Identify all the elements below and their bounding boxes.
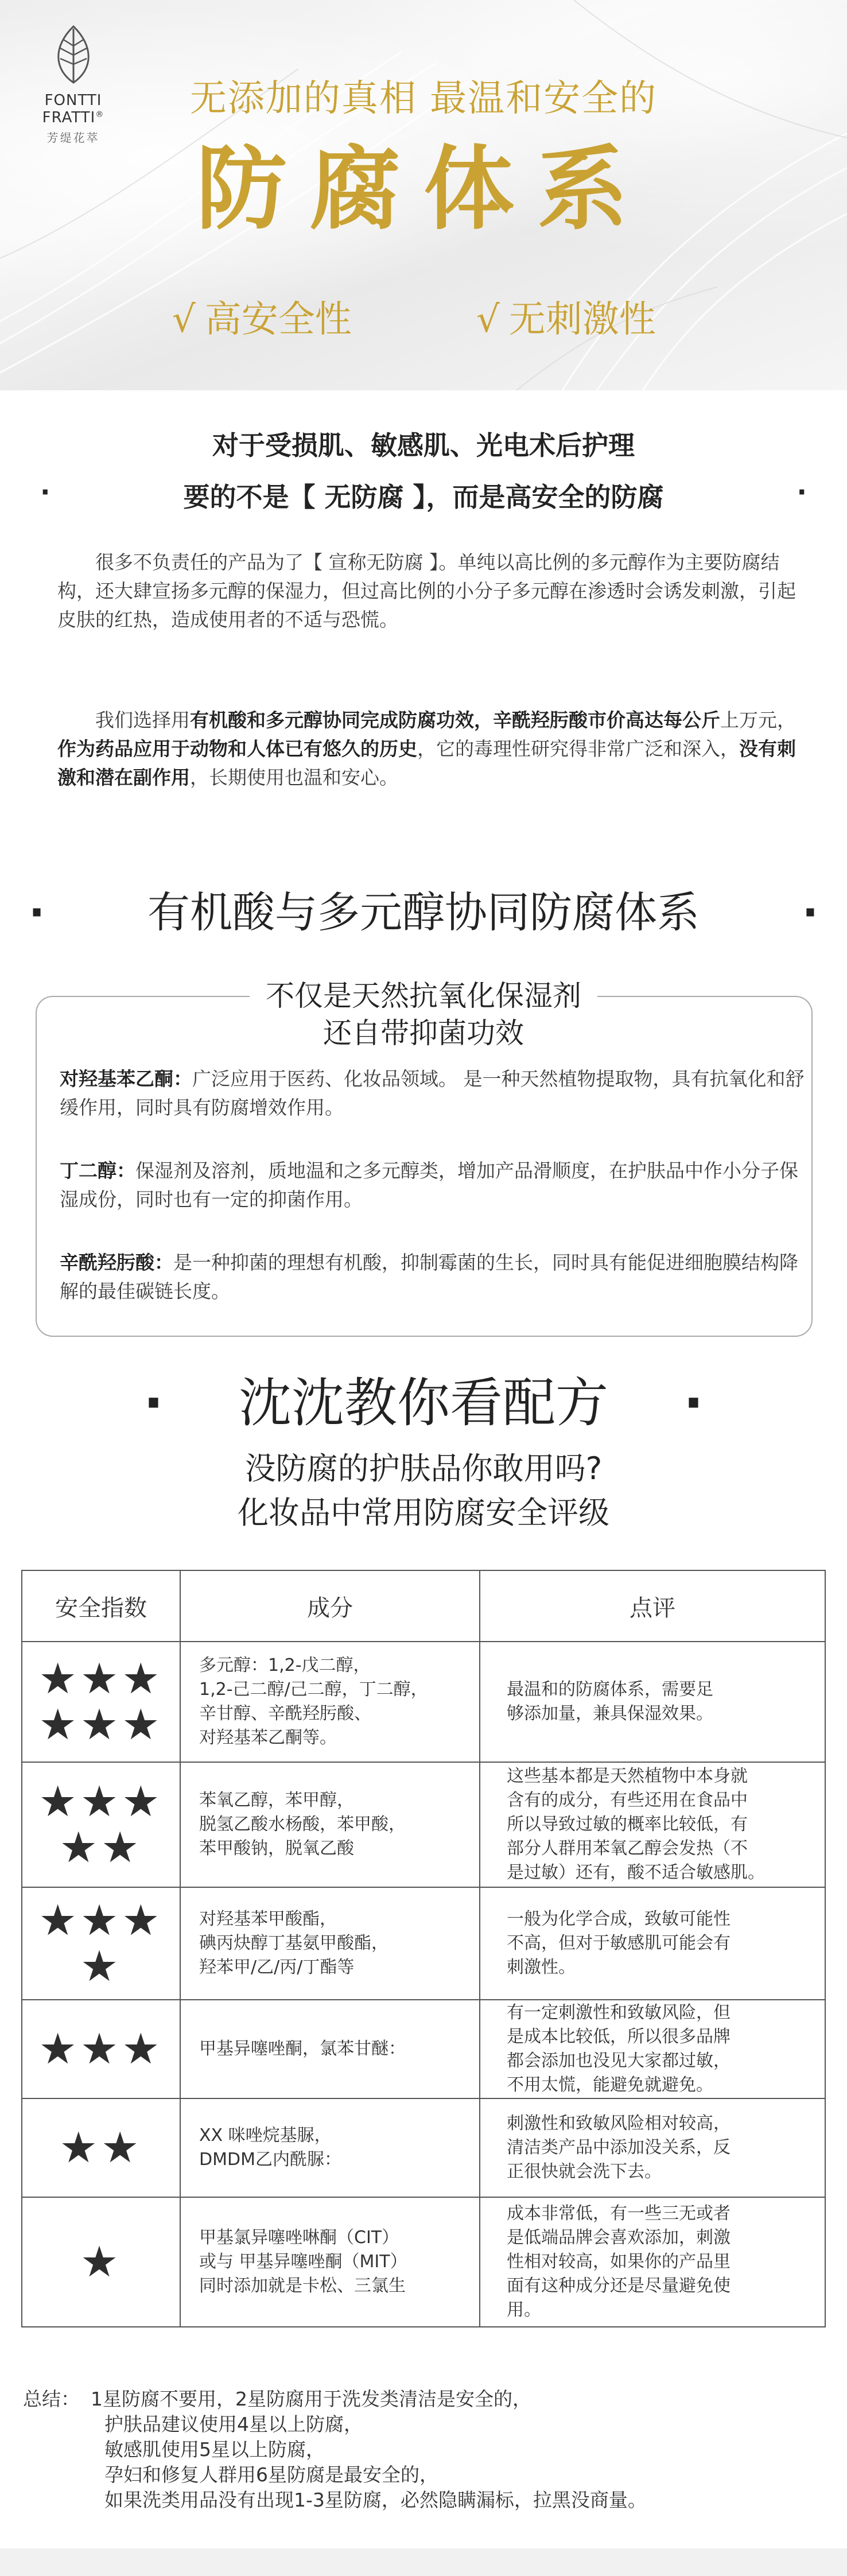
review-line: 一般为化学合成，致敏可能性 <box>507 1909 731 1929</box>
ingredient-line: 对羟基苯乙酮等。 <box>199 1728 337 1748</box>
bullet-dot-icon: · <box>683 1372 704 1434</box>
ingredient-line: DMDM乙内酰脲： <box>199 2150 341 2170</box>
bullet-dot-icon: · <box>797 476 807 507</box>
star-icon-row: ★★★ <box>38 1700 164 1749</box>
ingredient-line: 对羟基苯甲酸酯， <box>199 1909 337 1929</box>
safety-rating-stars <box>22 2098 180 2197</box>
intro-heading-2: · 要的不是【 无防腐 】，而是高安全的防腐 · <box>40 476 807 513</box>
review-line: 面有这种成分还是尽量避免使 <box>507 2276 731 2296</box>
ingredient-line: 碘丙炔醇丁基氨甲酸酯， <box>199 1933 388 1953</box>
bullet-dot-icon: · <box>802 888 818 937</box>
check-icon: √ <box>476 298 500 341</box>
star-icon-row: ★★★ <box>38 1777 164 1826</box>
review-line: 不用太慌，能避免就避免。 <box>507 2075 713 2095</box>
ingredient-line: 羟苯甲/乙/丙/丁酯等 <box>199 1957 355 1977</box>
safety-rating-stars <box>22 1762 180 1887</box>
review-line: 成本非常低，有一些三无或者 <box>507 2203 731 2224</box>
guide-subtitle-2: 化妆品中常用防腐安全评级 <box>238 1495 609 1531</box>
table-row <box>22 2098 825 2197</box>
hero-feature-gentle: √ 无刺激性 <box>476 298 656 341</box>
star-icon-row: ★★★ <box>38 1654 164 1704</box>
bullet-dot-icon: · <box>29 888 45 937</box>
ingredients-cell <box>180 2000 480 2098</box>
review-line: 用。 <box>507 2300 541 2320</box>
ingredient-note: 对羟基苯乙酮：广泛应用于医药、化妆品领域。 是一种天然植物提取物，具有抗氧化和舒缓作用，同时具有防腐增效作用。 <box>60 1068 805 1119</box>
review-cell <box>480 1887 825 2000</box>
review-cell <box>480 2000 825 2098</box>
review-line: 刺激性。 <box>507 1957 576 1977</box>
summary-line: 敏感肌使用5星以上防腐， <box>104 2438 325 2461</box>
review-cell <box>480 1642 825 1762</box>
review-line: 刺激性和致敏风险相对较高， <box>507 2113 731 2133</box>
bullet-dot-icon: · <box>143 1372 164 1434</box>
star-icon-row: ★★★ <box>38 2024 164 2074</box>
ingredients-cell <box>180 1762 480 1887</box>
review-cell <box>480 2098 825 2197</box>
ingredient-line: 1,2-己二醇/己二醇，丁二醇， <box>199 1679 428 1700</box>
ingredient-line: 多元醇：1,2-戊二醇， <box>199 1655 371 1675</box>
safety-rating-stars <box>22 1887 180 2000</box>
ingredient-line: 同时添加就是卡松、三氯生 <box>199 2276 406 2296</box>
hero-banner <box>0 0 847 390</box>
table-row <box>22 1762 825 1887</box>
ingredient-note: 丁二醇：保湿剂及溶剂，质地温和之多元醇类，增加产品滑顺度，在护肤品中作小分子保湿成份，同时也有一定的抑菌作用。 <box>60 1159 798 1211</box>
hero-title: 防腐体系 <box>196 137 651 242</box>
system-caption-2: 还自带抑菌功效 <box>323 1017 524 1050</box>
review-line: 都会添加也没见大家都过敏， <box>507 2051 731 2071</box>
ingredient-line: 甲基氯异噻唑啉酮（CIT） <box>199 2228 399 2248</box>
review-cell <box>480 1762 825 1887</box>
summary-label: 总结： <box>23 2388 80 2410</box>
star-icon-row: ★★ <box>59 2123 143 2172</box>
table-row <box>22 1642 825 1762</box>
summary-line: 1星防腐不要用，2星防腐用于洗发类清洁是安全的， <box>91 2388 531 2410</box>
summary-line: 护肤品建议使用4星以上防腐， <box>104 2413 363 2435</box>
intro-heading-1: 对于受损肌、敏感肌、光电术后护理 <box>212 430 635 461</box>
ingredient-note: 辛酰羟肟酸：是一种抑菌的理想有机酸，抑制霉菌的生长，同时具有能促进细胞膜结构降解的最佳碳链长度。 <box>60 1251 798 1302</box>
system-caption-1: 不仅是天然抗氧化保湿剂 <box>0 977 847 1014</box>
table-row <box>22 2197 825 2327</box>
review-line: 是成本比较低，所以很多品牌 <box>507 2027 731 2047</box>
star-icon-row: ★★★ <box>38 1896 164 1945</box>
review-line: 最温和的防腐体系，需要足 <box>507 1679 713 1700</box>
table-row <box>22 1887 825 2000</box>
ingredients-cell <box>180 2098 480 2197</box>
system-heading: · 有机酸与多元醇协同防腐体系 · <box>29 888 818 937</box>
review-line: 不高，但对于敏感肌可能会有 <box>507 1933 731 1953</box>
guide-heading: · 沈沈教你看配方 · <box>143 1372 704 1434</box>
ingredient-line: 苯甲酸钠，脱氧乙酸 <box>199 1838 354 1859</box>
ingredient-line: 辛甘醇、辛酰羟肟酸、 <box>199 1704 371 1724</box>
safety-rating-stars <box>22 1642 180 1762</box>
column-header: 安全指数 <box>22 1570 180 1642</box>
review-line: 所以导致过敏的概率比较低，有 <box>507 1814 748 1834</box>
review-line: 是低端品牌会喜欢添加，刺激 <box>507 2228 731 2248</box>
brand-name: FONTTI FRATTI® <box>42 92 104 126</box>
guide-subtitle-1: 没防腐的护肤品你敢用吗? <box>244 1450 603 1487</box>
table-row <box>22 2000 825 2098</box>
preservative-rating-table <box>21 1570 826 2327</box>
review-line: 性相对较高，如果你的产品里 <box>507 2252 731 2272</box>
star-icon-row: ★ <box>80 1942 122 1991</box>
check-icon: √ <box>172 298 196 341</box>
bullet-dot-icon: · <box>40 476 50 507</box>
review-line: 正很快就会洗下去。 <box>507 2162 662 2182</box>
review-line: 够添加量，兼具保湿效果。 <box>507 1704 713 1724</box>
brand-cn-name: 芳缇花萃 <box>46 131 100 145</box>
review-line: 部分人群用苯氧乙醇会发热（不 <box>507 1838 748 1859</box>
safety-rating-stars <box>22 2197 180 2327</box>
intro-paragraph-1: 很多不负责任的产品为了【 宣称无防腐 】。单纯以高比例的多元醇作为主要防腐结构，还大肆宣扬多元醇的保湿力，但过高比例的小分子多元醇在渗透时会诱发刺激，引起皮肤的红热，造成使用者的不适与恐慌。 <box>57 551 796 631</box>
star-icon-row: ★★ <box>59 1823 143 1872</box>
ingredients-cell <box>180 1642 480 1762</box>
review-line: 有一定刺激性和致敏风险，但 <box>507 2003 731 2023</box>
ingredient-line: 甲基异噻唑酮，氯苯甘醚： <box>199 2039 406 2059</box>
review-line: 这些基本都是天然植物中本身就 <box>507 1766 748 1786</box>
column-header: 成分 <box>180 1570 480 1642</box>
ingredients-cell <box>180 1887 480 2000</box>
footer-strip <box>0 2548 847 2576</box>
ingredient-line: 脱氢乙酸水杨酸，苯甲酸， <box>199 1814 406 1834</box>
summary-line: 如果洗类用品没有出现1-3星防腐，必然隐瞒漏标，拉黑没商量。 <box>104 2489 647 2511</box>
review-cell <box>480 2197 825 2327</box>
review-line: 是过敏）还有，酸不适合敏感肌。 <box>507 1863 765 1883</box>
summary-line: 孕妇和修复人群用6星防腐是最安全的， <box>104 2464 438 2486</box>
table-header-row <box>22 1570 825 1642</box>
star-icon-row: ★ <box>80 2237 122 2287</box>
column-header: 点评 <box>480 1570 825 1642</box>
ingredient-line: 或与 甲基异噻唑酮（MIT） <box>199 2252 407 2272</box>
ingredient-line: 苯氧乙醇，苯甲醇， <box>199 1790 354 1810</box>
review-line: 清洁类产品中添加没关系，反 <box>507 2137 731 2158</box>
ingredient-line: XX 咪唑烷基脲， <box>199 2125 332 2146</box>
hero-feature-safety: √ 高安全性 <box>172 298 352 341</box>
ingredients-cell <box>180 2197 480 2327</box>
hero-subtitle: 无添加的真相 最温和安全的 <box>189 77 658 120</box>
review-line: 含有的成分，有些还用在食品中 <box>507 1790 748 1810</box>
safety-rating-stars <box>22 2000 180 2098</box>
intro-paragraph-2: 我们选择用有机酸和多元醇协同完成防腐功效，辛酰羟肟酸市价高达每公斤上万元，作为药品应用于动物和人体已有悠久的历史，它的毒理性研究得非常广泛和深入，没有刺激和潜在副作用，长期使用也温和安心。 <box>57 709 796 789</box>
